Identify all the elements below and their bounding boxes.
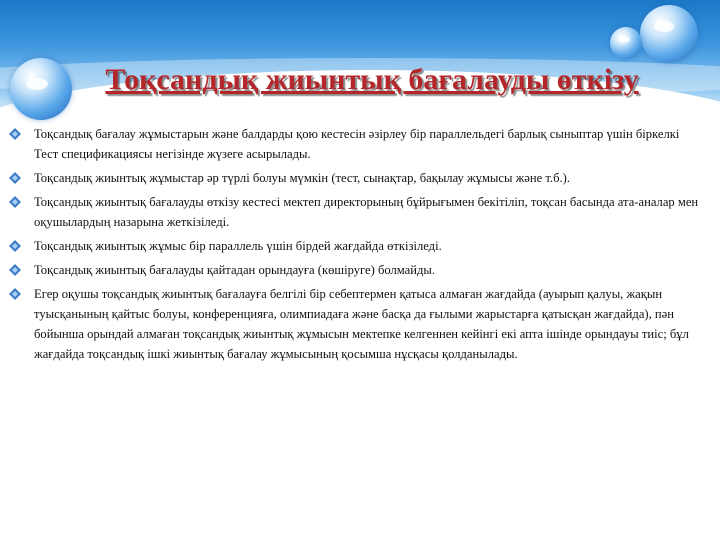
diamond-bullet-icon <box>8 171 22 185</box>
small-orb-icon <box>610 27 642 59</box>
bullet-text: Тоқсандық жиынтық жұмыстар әр түрлі болуы мүмкін (тест, сынақтар, бақылау жұмысы және т.б.). <box>34 171 570 185</box>
diamond-bullet-icon <box>8 263 22 277</box>
bullet-text: Тоқсандық жиынтық бағалауды өткізу кестесі мектеп директорының бұйрығымен бекітіліп, тоқсан басында ата-аналар мен оқушылардың назарына жеткізіледі. <box>34 195 699 229</box>
bullet-text: Тоқсандық жиынтық бағалауды қайтадан орындауға (көшіруге) болмайды. <box>34 263 436 277</box>
list-item <box>8 124 703 164</box>
top-right-orb-icon <box>640 5 698 63</box>
diamond-bullet-icon <box>8 127 22 141</box>
bullet-text: Тоқсандық жиынтық жұмыс бір параллель үшін бірдей жағдайда өткізіледі. <box>34 239 442 253</box>
diamond-bullet-icon <box>8 239 22 253</box>
bullet-text: Егер оқушы тоқсандық жиынтық бағалауға белгілі бір себептермен қатыса алмаған жағдайда (ауырып қалуы, жақын туысқанының қайтыс болуы, конференцияға, олимпиадаға және басқа да ғылыми жарыстарға қатысқан жағдайда), пән бойынша орындай алмаған тоқсандық жиынтық жұмысын мектепке келгеннен кейінгі екі апта ішінде орындауы тиіс; бұл жағдайда тоқсандық ішкі жиынтық бағалау жұмысының қосымша нұсқасы қолданылады. <box>34 287 689 361</box>
page-title: Тоқсандық жиынтық бағалауды өткізу <box>105 63 639 96</box>
list-item <box>8 236 703 256</box>
bullet-text: Тоқсандық бағалау жұмыстарын және балдарды қою кестесін әзірлеу бір параллельдегі барлық сыныптар үшін біркелкі Тест спецификациясы негізінде жүзеге асырылады. <box>34 127 680 161</box>
list-item <box>8 192 703 232</box>
list-item <box>8 260 703 280</box>
bullet-list <box>8 124 703 368</box>
list-item <box>8 168 703 188</box>
diamond-bullet-icon <box>8 195 22 209</box>
diamond-bullet-icon <box>8 287 22 301</box>
list-item <box>8 284 703 364</box>
large-orb-icon <box>10 58 72 120</box>
